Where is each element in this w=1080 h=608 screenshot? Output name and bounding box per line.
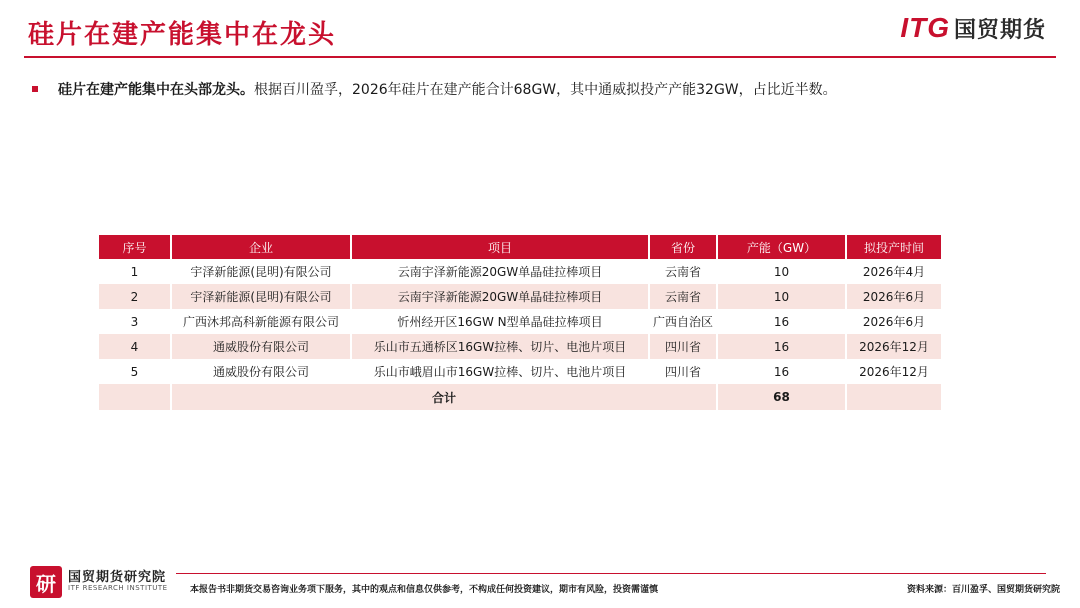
cell-start-time: 2026年6月	[847, 284, 941, 309]
cell-project: 云南宇泽新能源20GW单晶硅拉棒项目	[352, 259, 648, 284]
title-divider	[24, 56, 1056, 58]
summary-text: 根据百川盈孚，2026年硅片在建产能合计68GW，其中通威拟投产产能32GW，占比近半数。	[254, 82, 837, 98]
footer-logo	[30, 566, 168, 598]
cell-project: 云南宇泽新能源20GW单晶硅拉棒项目	[352, 284, 648, 309]
cell-capacity: 10	[718, 284, 845, 309]
footer-source: 资料来源：百川盈孚、国贸期货研究院	[906, 585, 1060, 595]
cell-index: 2	[99, 284, 170, 309]
header-start-time: 拟投产时间	[847, 235, 941, 259]
cell-capacity: 16	[718, 309, 845, 334]
header-company: 企业	[172, 235, 350, 259]
brand-cn: 国贸期货	[953, 17, 1046, 43]
cell-start-time: 2026年12月	[847, 359, 941, 384]
header-capacity: 产能（GW）	[718, 235, 845, 259]
cell-project: 乐山市峨眉山市16GW拉棒、切片、电池片项目	[352, 359, 648, 384]
header-project: 项目	[352, 235, 648, 259]
brand-logo	[900, 12, 1046, 44]
cell-company: 广西沐邦高科新能源有限公司	[172, 309, 350, 334]
total-value: 68	[718, 384, 845, 410]
cell-index: 3	[99, 309, 170, 334]
total-spacer	[99, 384, 170, 410]
cell-index: 4	[99, 334, 170, 359]
cell-company: 宇泽新能源(昆明)有限公司	[172, 259, 350, 284]
cell-capacity: 16	[718, 359, 845, 384]
cell-index: 5	[99, 359, 170, 384]
cell-start-time: 2026年4月	[847, 259, 941, 284]
table-row	[99, 359, 941, 384]
cell-capacity: 10	[718, 259, 845, 284]
bullet-square-icon	[32, 86, 38, 92]
cell-capacity: 16	[718, 334, 845, 359]
table-row	[99, 284, 941, 309]
cell-province: 四川省	[650, 359, 716, 384]
cell-province: 广西自治区	[650, 309, 716, 334]
brand-latin: ITG	[900, 12, 950, 43]
cell-province: 云南省	[650, 259, 716, 284]
cell-project: 乐山市五通桥区16GW拉棒、切片、电池片项目	[352, 334, 648, 359]
cell-index: 1	[99, 259, 170, 284]
cell-province: 四川省	[650, 334, 716, 359]
cell-start-time: 2026年6月	[847, 309, 941, 334]
footer-divider	[176, 573, 1046, 574]
logo-cn: 国贸期货研究院	[68, 570, 167, 585]
cell-company: 宇泽新能源(昆明)有限公司	[172, 284, 350, 309]
summary-lead: 硅片在建产能集中在头部龙头。	[58, 82, 254, 98]
capacity-table	[97, 235, 943, 410]
cell-company: 通威股份有限公司	[172, 334, 350, 359]
total-spacer-end	[847, 384, 941, 410]
table-row	[99, 309, 941, 334]
cell-project: 忻州经开区16GW N型单晶硅拉棒项目	[352, 309, 648, 334]
logo-en: ITF RESEARCH INSTITUTE	[68, 584, 168, 593]
header-index: 序号	[99, 235, 170, 259]
research-seal-icon: 研	[30, 566, 62, 598]
table-row	[99, 259, 941, 284]
header-province: 省份	[650, 235, 716, 259]
page-title: 硅片在建产能集中在龙头	[28, 20, 337, 50]
table-total-row	[99, 384, 941, 410]
table-header-row	[99, 235, 941, 259]
footer-disclaimer: 本报告书非期货交易咨询业务项下服务，其中的观点和信息仅供参考，不构成任何投资建议，期市有风险，投资需谨慎	[190, 585, 659, 595]
cell-start-time: 2026年12月	[847, 334, 941, 359]
table-row	[99, 334, 941, 359]
summary-bullet	[32, 79, 1050, 99]
cell-province: 云南省	[650, 284, 716, 309]
cell-company: 通威股份有限公司	[172, 359, 350, 384]
total-label: 合计	[172, 384, 716, 410]
